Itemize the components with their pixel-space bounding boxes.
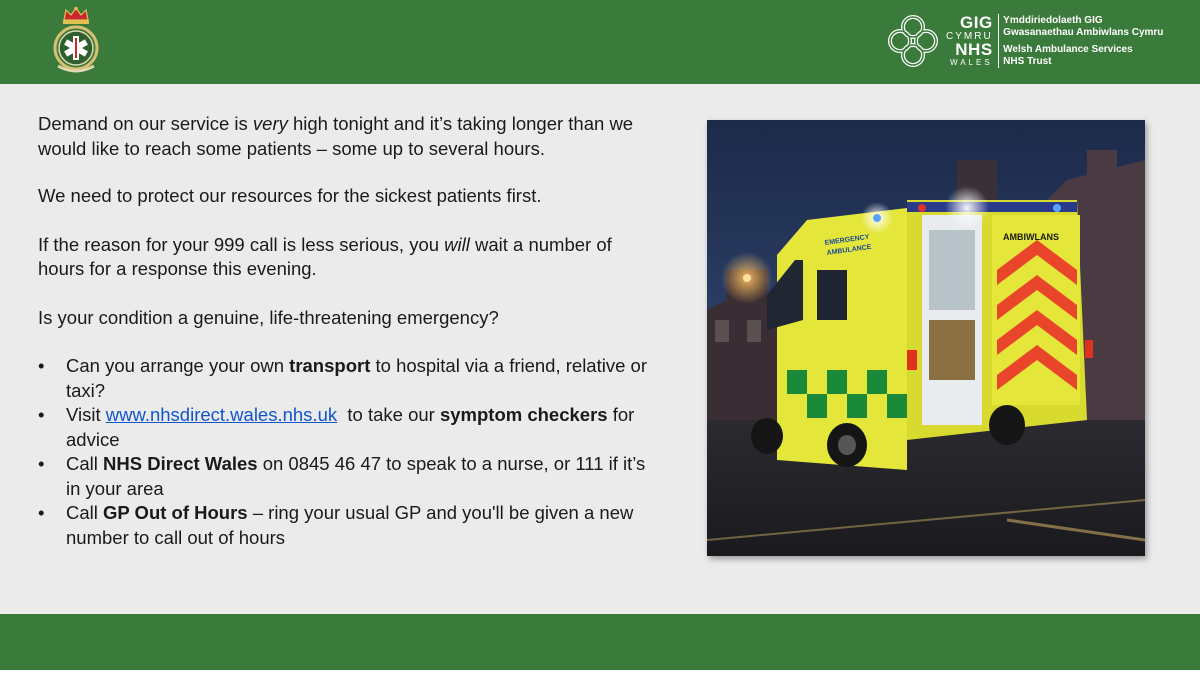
trust-welsh-line-1: Ymddiriedolaeth GIG (1003, 15, 1103, 26)
bottom-strip (0, 670, 1200, 675)
gig-text: GIG (960, 12, 993, 32)
text-span: wait a number of hours for a response this evening. (38, 233, 612, 279)
text-span: for advice (66, 404, 635, 450)
text-span: Demand on our service is (38, 113, 253, 134)
text-span: Call (66, 502, 104, 523)
text-span: Call (66, 453, 104, 474)
emphasis-text: very (252, 113, 288, 134)
side-label-2: AMBULANCE (826, 243, 872, 257)
message-body (38, 112, 658, 550)
logo-divider (998, 14, 1000, 68)
list-item (38, 452, 658, 501)
wales-text: WALES (949, 57, 993, 67)
side-label-1: EMERGENCY (824, 233, 870, 247)
trust-english-line-2: NHS Trust (1003, 56, 1052, 67)
royal-crest-icon (48, 6, 104, 76)
text-span: to take our (337, 404, 440, 425)
wait-paragraph (38, 233, 658, 282)
advice-list (38, 354, 658, 550)
cymru-text: CYMRU (946, 30, 993, 42)
trust-english-line-1: Welsh Ambulance Services (1003, 44, 1133, 55)
bold-text: NHS Direct Wales (103, 453, 258, 474)
text-span: Visit (66, 404, 106, 425)
text-span: – ring your usual GP and you'll be given a new number to call out of hours (66, 502, 634, 548)
nhs-text: NHS (955, 39, 993, 59)
footer-bar (0, 614, 1200, 670)
ambulance-photo (707, 120, 1145, 556)
trust-welsh-line-2: Gwasanaethau Ambiwlans Cymru (1003, 27, 1164, 38)
text-span: high tonight and it’s taking longer than we would like to reach some patients – some up to several hours. (38, 113, 634, 159)
text-span: to hospital via a friend, relative or taxi? (66, 355, 647, 401)
protect-resources-paragraph: We need to protect our resources for the sickest patients first. (38, 185, 542, 206)
trust-name (1003, 14, 1163, 68)
bold-text: symptom checkers (439, 404, 608, 425)
nhs-wales-logo (886, 12, 1163, 70)
nhs-direct-link[interactable]: www.nhsdirect.wales.nhs.uk (105, 404, 338, 425)
list-item (38, 354, 658, 403)
text-span: on 0845 46 47 to speak to a nurse, or 111 if it’s in your area (66, 453, 646, 499)
gig-cymru-nhs-wales-wordmark (946, 12, 993, 68)
text-span: If the reason for your 999 call is less serious, you (38, 233, 445, 255)
bold-text: transport (289, 355, 371, 376)
list-item (38, 501, 658, 550)
bold-text: GP Out of Hours (103, 502, 248, 523)
header-bar (0, 0, 1200, 84)
ambulance-label: AMBIWLANS (1003, 232, 1059, 242)
question-paragraph: Is your condition a genuine, life-threatening emergency? (38, 306, 499, 328)
demand-paragraph (38, 112, 658, 161)
celtic-knot-icon (886, 13, 940, 69)
list-item (38, 403, 658, 452)
emphasis-text: will (444, 233, 470, 255)
main-panel (0, 84, 1200, 614)
text-span: Can you arrange your own (66, 355, 290, 376)
